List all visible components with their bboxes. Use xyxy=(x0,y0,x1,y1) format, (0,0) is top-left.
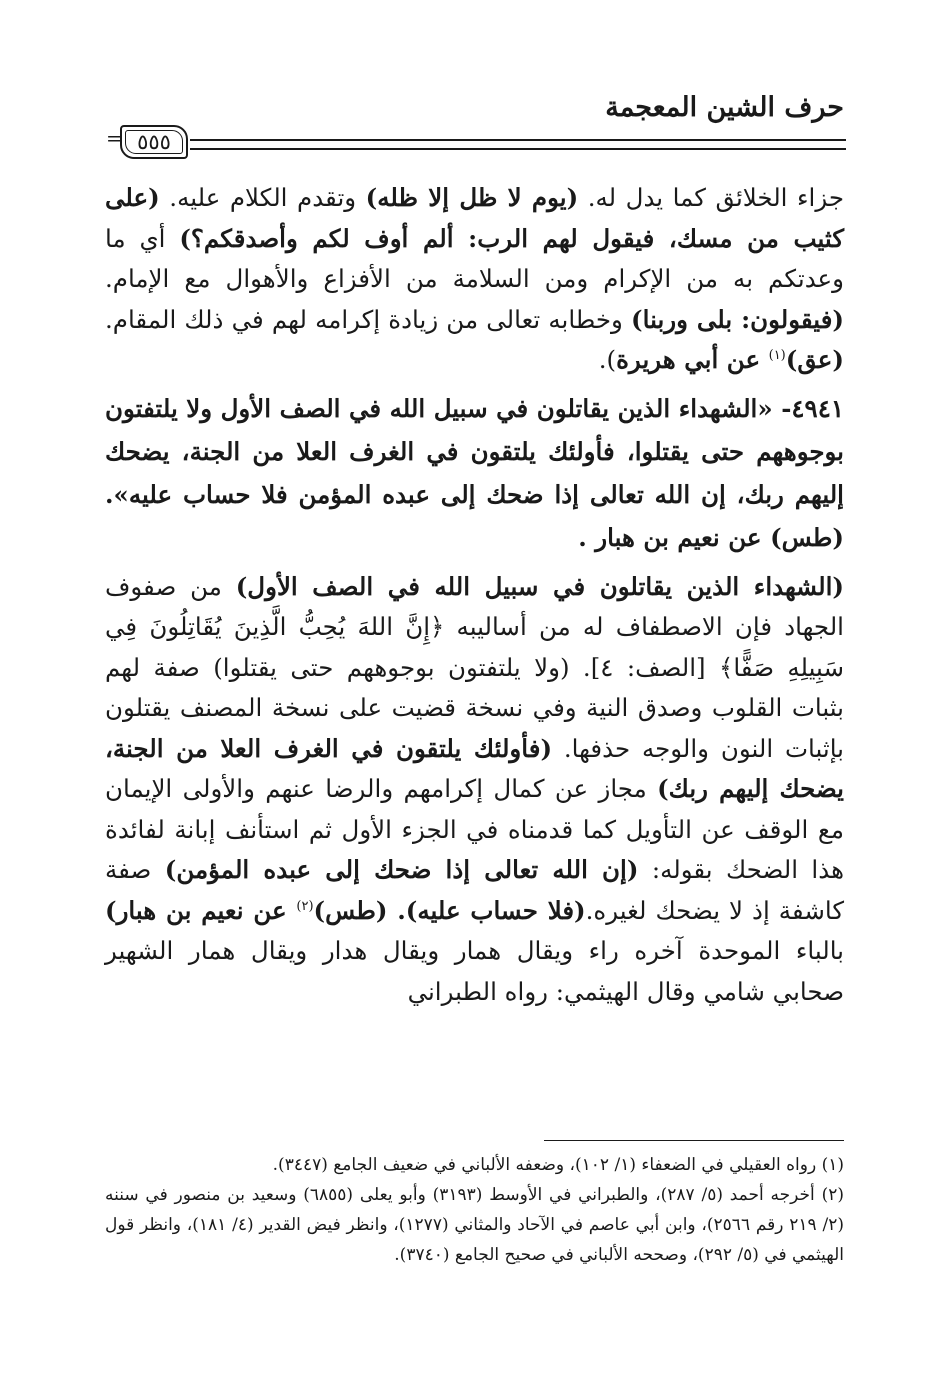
footnote-2: (٢) أخرجه أحمد (٥/ ٢٨٧)، والطبراني في الأوسط (٣١٩٣) وأبو يعلى (٦٨٥٥) وسعيد بن منصور في سننه (٢/ ٢١٩ رقم ٢٥٦٦)، وابن أبي عاصم في الآحاد والمثاني (١٢٧٧)، وانظر فيض القدير (٤/ ١٨١)، وانظر قول الهيثمي في (٥/ ٢٩٢)، وصححه الألباني في صحيح الجامع (٣٧٤٠). xyxy=(105,1185,844,1265)
text-run: جزاء الخلائق كما يدل له. xyxy=(578,183,845,212)
footnote-ref: (٢) xyxy=(296,898,314,914)
footnote-separator xyxy=(544,1140,844,1141)
hadith-text: «الشهداء الذين يقاتلون في سبيل الله في الصف الأول ولا يلتفتون بوجوههم حتى يقتلوا، فأولئك يلتقون في الغرف العلا من الجنة، يضحك إليهم ربك، إن الله تعالى إذا ضحك إلى عبده المؤمن فلا حساب عليه». xyxy=(105,393,844,509)
text-run: من صفوف الجهاد فإن الاصطفاف له من أساليبه xyxy=(105,571,844,641)
text-run: وخطابه تعالى من زيادة إكرامه لهم في ذلك المقام. xyxy=(105,304,632,334)
source-code: (طس) xyxy=(313,895,398,925)
page-number-ornament: = xyxy=(106,126,123,150)
hadith-number: ٤٩٤١- xyxy=(772,393,845,423)
narrator: عن نعيم بن هبار) xyxy=(105,895,297,925)
narrator: عن أبي هريرة xyxy=(616,345,769,374)
quoted-phrase: (يوم لا ظل إلا ظله) xyxy=(365,183,579,212)
footnote-ref: (١) xyxy=(768,347,786,363)
source-code: (عق) xyxy=(785,345,844,374)
quoted-phrase: (الشهداء الذين يقاتلون في سبيل الله في الصف الأول) xyxy=(235,571,844,601)
text-run: بالباء الموحدة آخره راء ويقال همار ويقال هدار ويقال همار الشهير صحابي شامي وقال الهيثمي: رواه الطبراني xyxy=(105,936,844,1006)
text-run: ). xyxy=(598,345,617,374)
footnotes xyxy=(105,1150,844,1270)
paragraph-continuation xyxy=(105,178,844,381)
quoted-phrase: (فلا حساب عليه). xyxy=(397,895,586,925)
main-text xyxy=(105,178,844,1012)
commentary-paragraph xyxy=(105,567,844,1013)
text-run: صفة كاشفة إذ لا يضحك لغيره. xyxy=(105,855,844,925)
header-rule-top xyxy=(190,139,846,141)
header-rule-bottom xyxy=(190,148,846,150)
quran-verse: ﴿إِنَّ اللهَ يُحِبُّ الَّذِينَ يُقَاتِلُونَ فِي سَبِيلِهِ صَفًّا﴾ xyxy=(105,612,844,682)
text-run: مجاز عن كمال إكرامهم والرضا عنهم والأولى الإيمان مع الوقف عن التأويل كما قدمناه في الجزء الأول ثم استأنف إبانة لفائدة هذا الضحك بقوله: xyxy=(105,774,845,884)
page-header-title: حرف الشين المعجمة xyxy=(605,92,844,123)
text-run: وتقدم الكلام عليه. xyxy=(159,183,366,212)
text-run: أي ما وعدتكم به من الإكرام ومن السلامة من الأفزاع والأهوال مع الإمام. xyxy=(105,223,844,293)
page-number: ٥٥٥ xyxy=(120,125,188,159)
hadith-entry xyxy=(105,387,844,559)
footnote-1: (١) رواه العقيلي في الضعفاء (١/ ١٠٢)، وضعفه الألباني في ضعيف الجامع (٣٤٤٧). xyxy=(272,1155,844,1175)
text-run: [الصف: ٤]. (ولا يلتفتون بوجوههم حتى يقتلوا) صفة لهم بثبات القلوب وصدق النية وفي نسخة قضيت على نسخة المصنف يقتلون بإثبات النون والوجه حذفها. xyxy=(105,652,845,763)
quoted-phrase: (إن الله تعالى إذا ضحك إلى عبده المؤمن) xyxy=(164,855,639,884)
quoted-phrase: (فيقولون: بلى وربنا) xyxy=(631,304,845,334)
quoted-phrase: (فأولئك يلتقون في الغرف العلا من الجنة، يضحك إليهم ربك) xyxy=(105,733,844,803)
hadith-source: (طس) عن نعيم بن هبار . xyxy=(578,522,844,552)
quoted-phrase: (على كثيب من مسك، فيقول لهم الرب: ألم أوف لكم وأصدقكم؟) xyxy=(105,183,844,253)
